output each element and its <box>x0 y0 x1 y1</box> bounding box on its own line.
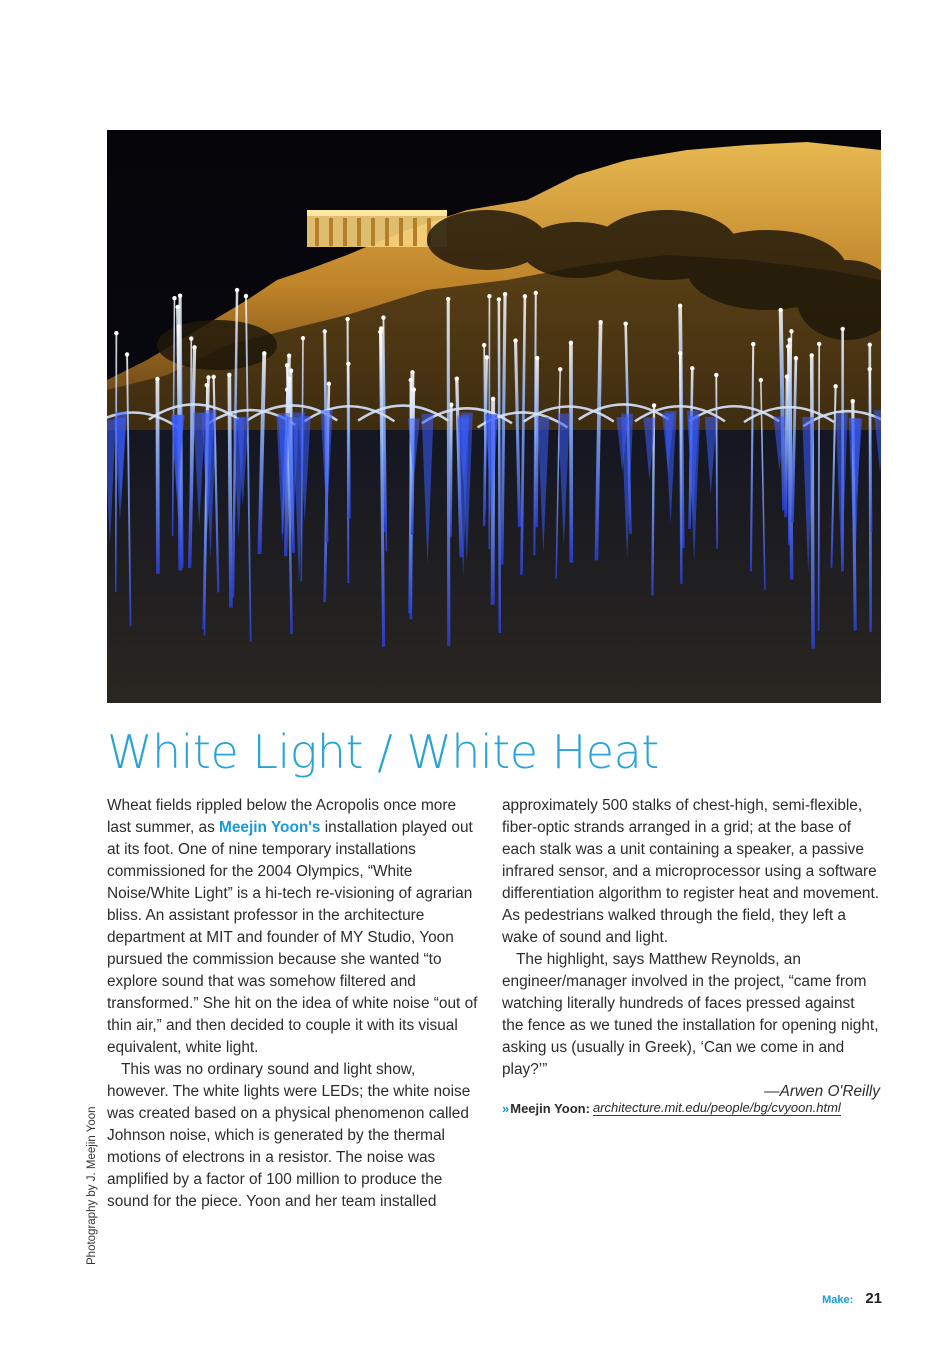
fiber-tip <box>569 341 573 345</box>
author-byline: —Arwen O'Reilly <box>764 1083 880 1100</box>
fiber-stalk <box>536 358 537 527</box>
fiber-stalk <box>157 379 158 574</box>
fiber-tip <box>378 329 382 333</box>
fiber-tip <box>172 296 176 300</box>
fiber-tip <box>678 304 682 308</box>
fiber-tip <box>244 294 248 298</box>
fiber-tip <box>410 370 414 374</box>
acropolis-installation-photo <box>107 130 881 703</box>
fiber-tip <box>176 305 180 309</box>
left-column <box>107 795 481 1213</box>
photo-credit: Photography by J. Meejin Yoon <box>86 1106 98 1265</box>
fiber-tip <box>678 351 682 355</box>
fiber-tip <box>227 373 231 377</box>
fiber-stalk <box>450 405 451 537</box>
fiber-tip <box>189 336 193 340</box>
fiber-tip <box>412 387 416 391</box>
fiber-stalk <box>499 299 500 633</box>
fiber-tip <box>714 373 718 377</box>
fiber-tip <box>623 321 627 325</box>
photo-illustration <box>107 130 881 703</box>
left-p1-text-a: Wheat fields rippled below the Acropolis once more last summer, as <box>107 797 457 836</box>
fiber-tip <box>868 367 872 371</box>
fiber-tip <box>523 294 527 298</box>
fiber-tip <box>206 375 210 379</box>
fiber-tip <box>114 331 118 335</box>
fiber-stalk <box>680 353 681 584</box>
article-title: White Light / White Heat <box>107 725 659 779</box>
magazine-logo: Make: <box>822 1294 854 1306</box>
fiber-tip <box>409 378 413 382</box>
fiber-tip <box>840 327 844 331</box>
fiber-tip <box>833 384 837 388</box>
fiber-stalk <box>819 344 820 631</box>
fiber-tip <box>487 294 491 298</box>
resource-link-row <box>502 1100 880 1116</box>
fiber-stalk <box>484 345 485 510</box>
fiber-tip <box>301 336 305 340</box>
fiber-tip <box>176 324 180 328</box>
fiber-tip <box>785 374 789 378</box>
fiber-tip <box>759 378 763 382</box>
fiber-stalk <box>190 339 191 542</box>
fiber-tip <box>327 382 331 386</box>
page-footer <box>822 1290 882 1307</box>
right-paragraph-1: approximately 500 stalks of chest-high, semi-flexible, fiber-optic strands arranged in a grid; at the base of each stalk was a unit containing a speaker, a passive infrared sensor, and a microprocessor using a software differentiation algorithm to register heat and movement. As pedestrians walked through the field, they left a wake of sound and light. <box>502 797 879 946</box>
fiber-stalk <box>812 355 813 648</box>
fiber-tip <box>794 356 798 360</box>
right-column <box>502 795 880 1103</box>
fiber-tip <box>235 288 239 292</box>
fiber-tip <box>482 343 486 347</box>
fiber-tip <box>652 403 656 407</box>
fiber-tip <box>868 343 872 347</box>
fiber-stalk <box>116 333 117 592</box>
fiber-tip <box>534 291 538 295</box>
fiber-tip <box>503 292 507 296</box>
fiber-tip <box>211 375 215 379</box>
right-paragraph-2: The highlight, says Matthew Reynolds, an engineer/manager involved in the project, “came from watching literally hundreds of faces pressed against the fence as we tuned the installation for opening night, asking us (usually in Greek), ‘Can we come in and play?’” <box>502 951 879 1078</box>
fiber-tip <box>535 356 539 360</box>
left-p1-text-b: installation played out at its foot. One of nine temporary installations commissioned for the 2004 Olympics, “White Noise/White Light” is a hi-tech re-visioning of agrarian bliss. An assistant professor in the architecture department at MIT and founder of MY Studio, Yoon pursued the commission because she wanted “to explore sound that was somehow filtered and transformed.” She hit on the idea of white noise “out of thin air,” and then decided to couple it with its visual equivalent, white light. <box>107 819 478 1056</box>
fiber-tip <box>690 366 694 370</box>
fiber-tip <box>455 376 459 380</box>
fiber-tip <box>262 351 266 355</box>
fiber-tip <box>287 353 291 357</box>
fiber-stalk <box>716 375 717 549</box>
fiber-tip <box>346 362 350 366</box>
fiber-tip <box>178 294 182 298</box>
resource-link[interactable]: architecture.mit.edu/people/bg/cvyoon.html <box>592 1100 841 1115</box>
fiber-tip <box>810 353 814 357</box>
fiber-tip <box>155 377 159 381</box>
fiber-tip <box>751 342 755 346</box>
fiber-stalk <box>448 299 449 646</box>
double-chevron-icon: » <box>502 1100 507 1116</box>
fiber-tip <box>497 297 501 301</box>
fiber-tip <box>598 320 602 324</box>
fiber-tip <box>345 317 349 321</box>
fiber-stalk <box>229 375 231 608</box>
fiber-tip <box>446 297 450 301</box>
fiber-tip <box>779 308 783 312</box>
fiber-tip <box>491 397 495 401</box>
fiber-tip <box>381 315 385 319</box>
fiber-tip <box>513 338 517 342</box>
link-label: Meejin Yoon: <box>510 1100 590 1116</box>
left-paragraph-1 <box>107 795 481 1059</box>
left-paragraph-2: This was no ordinary sound and light show, however. The white lights were LEDs; the white noise was created based on a physical phenomenon called Johnson noise, which is generated by the thermal motions of electrons in a resistor. The noise was amplified by a factor of 100 million to produce the sound for the piece. Yoon and her team installed <box>107 1061 471 1210</box>
fiber-tip <box>817 342 821 346</box>
fiber-stalk <box>348 364 349 519</box>
meejin-yoon-name: Meejin Yoon's <box>219 819 321 836</box>
fiber-tip <box>851 399 855 403</box>
fiber-tip <box>125 352 129 356</box>
fiber-tip <box>192 345 196 349</box>
fiber-tip <box>285 363 289 367</box>
fiber-tip <box>789 329 793 333</box>
fiber-tip <box>558 367 562 371</box>
fiber-tip <box>323 329 327 333</box>
page-number: 21 <box>865 1290 882 1307</box>
